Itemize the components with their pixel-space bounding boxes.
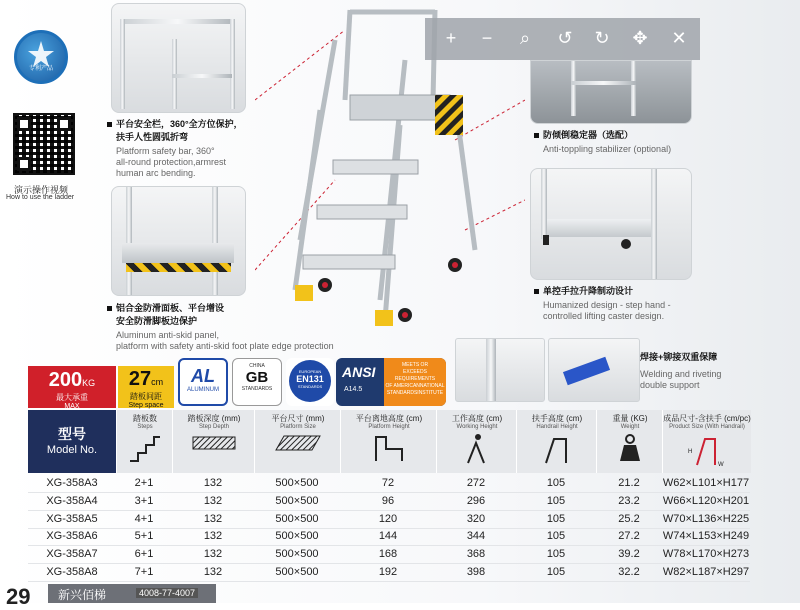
handrail-height-header	[516, 410, 597, 473]
welding-photo-1	[455, 338, 545, 402]
table-cell: 105	[546, 566, 566, 578]
table-cell: 368	[466, 548, 486, 561]
table-cell: 105	[546, 512, 566, 525]
qr-caption-cn: 演示操作视频	[14, 185, 69, 195]
move-icon: ✥	[632, 28, 648, 48]
weight-header	[596, 410, 663, 473]
max-load-unit: KG	[82, 378, 96, 388]
table-row	[28, 545, 750, 564]
platform-size-header-cn: 平台尺寸 (mm)	[271, 414, 325, 423]
table-cell: 500×500	[275, 548, 319, 561]
handrail-height-header-en: Handrail Height	[536, 424, 578, 430]
stabilizer-en: Anti-toppling stabilizer (optional)	[543, 144, 672, 154]
steps-header-en: Steps	[137, 424, 153, 430]
safety-bar-en-2: all-round protection,armrest	[116, 157, 227, 167]
aluminum-badge-small: ALUMINUM	[186, 387, 219, 393]
table-cell: 192	[378, 566, 398, 578]
safety-bar-en-3: human arc bending.	[116, 168, 196, 178]
table-cell: 500×500	[275, 477, 319, 489]
table-cell: XG-358A7	[46, 548, 98, 561]
safety-bar-photo	[111, 3, 246, 113]
product-size-header-cn: 成品尺寸-含扶手 (cm/pc)	[663, 414, 751, 423]
caster-cn: 单控手拉升降制动设计	[543, 286, 634, 296]
step-space-spec	[118, 366, 174, 408]
caster-note	[534, 284, 744, 322]
footer-brand: 新兴佰梯	[58, 588, 107, 602]
platform-height-icon	[372, 433, 406, 463]
table-cell: XG-358A3	[46, 477, 98, 489]
caster-photo	[530, 168, 692, 280]
plus-icon: +	[445, 28, 457, 48]
table-cell: W66×L120×H201	[662, 494, 750, 507]
table-cell: W62×L101×H177	[662, 477, 750, 489]
aluminum-badge	[178, 358, 228, 406]
table-cell: W70×L136×H225	[662, 512, 750, 525]
safety-bar-cn-2: 扶手人性圆弧折弯	[116, 132, 189, 142]
gb-badge-top: CHINA	[249, 363, 265, 369]
model-header-cn: 型号	[58, 426, 86, 442]
working-height-header-en: Working Height	[456, 424, 498, 430]
table-cell: 5+1	[134, 530, 154, 543]
ansi-badge-code: A14.5	[344, 386, 363, 393]
ansi-text-2: EXCEEDS	[403, 369, 427, 375]
panel-en-1: Aluminum anti-skid panel,	[116, 330, 220, 340]
table-cell: W82×L187×H297	[662, 566, 750, 578]
welding-note	[640, 350, 770, 391]
table-cell: 96	[381, 494, 395, 507]
table-cell: 132	[203, 512, 223, 525]
qr-code[interactable]	[13, 113, 75, 175]
ansi-text-5: STANDARDSINSTITUTE	[386, 390, 444, 396]
svg-text:W: W	[718, 462, 724, 467]
table-cell: 25.2	[618, 512, 640, 525]
zoom-out-button[interactable]	[475, 26, 499, 50]
table-cell: XG-358A5	[46, 512, 98, 525]
rotate-left-button[interactable]	[553, 26, 577, 50]
table-cell: 500×500	[275, 512, 319, 525]
product-size-header-en: Product Size (With Handrail)	[669, 424, 745, 430]
table-cell: 105	[546, 477, 566, 489]
table-cell: W74×L153×H249	[662, 530, 750, 543]
table-row	[28, 510, 750, 529]
steps-header-cn: 踏板数	[133, 414, 157, 423]
footer-phone: 4008-77-4007	[136, 588, 198, 598]
platform-height-header	[340, 410, 437, 473]
step-depth-header-en: Step Depth	[198, 424, 230, 430]
weight-header-cn: 重量 (KG)	[612, 414, 648, 423]
platform-height-header-cn: 平台离地高度 (cm)	[355, 414, 423, 423]
table-cell: 32.2	[618, 566, 640, 578]
step-space-value: 27	[128, 368, 152, 390]
step-depth-header-cn: 踏板深度 (mm)	[187, 414, 241, 423]
max-load-cn: 最大承重	[56, 393, 88, 402]
table-cell: 500×500	[275, 494, 319, 507]
stabilizer-photo	[530, 60, 692, 124]
weight-icon	[616, 433, 644, 463]
product-size-icon	[687, 433, 727, 467]
table-row	[28, 492, 750, 511]
table-row	[28, 474, 750, 493]
table-cell: 3+1	[134, 494, 154, 507]
spec-table-header	[28, 410, 750, 473]
table-cell: 168	[378, 548, 398, 561]
svg-text:H: H	[688, 449, 693, 455]
rotate-right-icon: ↻	[594, 28, 610, 48]
ansi-badge	[336, 358, 446, 406]
max-load-value: 200	[48, 369, 83, 391]
actual-size-button[interactable]	[513, 26, 537, 50]
caster-en-2: controlled lifting caster design.	[543, 311, 665, 321]
max-load-en: MAX	[64, 403, 80, 410]
move-button[interactable]	[628, 26, 652, 50]
logo-text: 专利产品	[28, 66, 53, 72]
panel-cn-1: 铝合金防滑面板、平台增设	[116, 303, 225, 313]
table-cell: 105	[546, 494, 566, 507]
platform-size-header-en: Platform Size	[280, 424, 316, 430]
table-cell: W78×L170×H273	[662, 548, 750, 561]
table-cell: 4+1	[134, 512, 154, 525]
stabilizer-cn: 防倾倒稳定器（选配）	[543, 130, 634, 140]
table-cell: 7+1	[134, 566, 154, 578]
platform-size-icon	[274, 433, 322, 453]
rotate-right-button[interactable]	[590, 26, 614, 50]
table-cell: XG-358A6	[46, 530, 98, 543]
table-cell: 27.2	[618, 530, 640, 543]
ansi-text-3: REQUIREMENTS	[394, 376, 436, 382]
welding-cn: 焊接+铆接双重保障	[640, 352, 718, 362]
table-cell: 2+1	[134, 477, 154, 489]
en131-badge	[286, 358, 334, 406]
panel-cn-2: 安全防滑脚板边保护	[116, 316, 198, 326]
table-cell: 296	[466, 494, 486, 507]
rotate-left-icon: ↺	[557, 28, 573, 48]
page-number: 29	[6, 584, 31, 609]
table-cell: 105	[546, 530, 566, 543]
stabilizer-note	[534, 128, 734, 155]
qr-caption-en: How to use the ladder	[6, 194, 75, 201]
table-cell: 272	[466, 477, 486, 489]
platform-size-header	[254, 410, 341, 473]
ansi-text-4: OF AMERICANNATIONAL	[385, 383, 445, 389]
en131-badge-top: EUROPEAN	[298, 369, 322, 374]
footer-bar	[48, 584, 216, 603]
weight-header-en: Weight	[620, 424, 640, 430]
table-cell: 21.2	[618, 477, 640, 489]
safety-bar-en-1: Platform safety bar, 360°	[116, 146, 215, 156]
step-depth-header	[172, 410, 255, 473]
table-cell: 39.2	[618, 548, 640, 561]
table-cell: 132	[203, 494, 223, 507]
step-space-cn: 踏板间距	[130, 392, 162, 401]
gb-badge-big: GB	[245, 369, 269, 386]
gb-badge-small: STANDARDS	[241, 386, 273, 392]
table-cell: 105	[546, 548, 566, 561]
handrail-height-header-cn: 扶手高度 (cm)	[531, 414, 583, 423]
table-cell: XG-358A8	[46, 566, 98, 578]
working-height-icon	[462, 433, 492, 465]
steps-header	[116, 410, 173, 473]
table-cell: 132	[203, 548, 223, 561]
table-cell: 132	[203, 477, 223, 489]
model-header	[28, 410, 116, 473]
table-cell: 398	[466, 566, 486, 578]
handrail-height-icon	[542, 433, 572, 465]
panel-en-2: platform with safety anti-skid foot plate edge protection	[116, 341, 334, 351]
table-cell: 132	[203, 566, 223, 578]
patent-logo	[14, 30, 68, 84]
table-cell: 500×500	[275, 566, 319, 578]
welding-en-1: Welding and riveting	[640, 369, 722, 379]
table-cell: 500×500	[275, 530, 319, 543]
close-button[interactable]	[667, 26, 691, 50]
close-icon: ✕	[671, 28, 687, 48]
product-size-header	[662, 410, 751, 473]
welding-en-2: double support	[640, 380, 700, 390]
minus-icon: −	[481, 28, 493, 48]
image-viewer-toolbar	[425, 18, 700, 60]
table-cell: XG-358A4	[46, 494, 98, 507]
platform-panel-photo	[111, 186, 246, 296]
table-cell: 23.2	[618, 494, 640, 507]
en131-badge-big: EN131	[296, 374, 324, 384]
table-cell: 144	[378, 530, 398, 543]
working-height-header	[436, 410, 517, 473]
caster-en-1: Humanized design - step hand -	[543, 300, 671, 310]
step-space-en: Step space	[128, 402, 164, 409]
table-cell: 6+1	[134, 548, 154, 561]
table-cell: 72	[381, 477, 395, 489]
zoom-in-button[interactable]	[439, 26, 463, 50]
table-row	[28, 527, 750, 546]
aluminum-badge-big: AL	[191, 366, 215, 386]
welding-photo-2	[548, 338, 640, 402]
table-row	[28, 563, 750, 582]
table-cell: 320	[466, 512, 486, 525]
gb-badge	[232, 358, 282, 406]
en131-badge-small: STANDARDS	[297, 384, 323, 389]
table-cell: 132	[203, 530, 223, 543]
ansi-text-1: MEETS OR	[401, 362, 429, 368]
max-load-spec	[28, 366, 116, 408]
step-space-unit: cm	[151, 377, 164, 387]
safety-bar-cn-1: 平台安全栏，360°全方位保护，	[116, 119, 243, 129]
table-cell: 344	[466, 530, 486, 543]
magnify-icon: ⌕	[519, 28, 531, 48]
ansi-badge-big: ANSI	[342, 364, 376, 380]
platform-height-header-en: Platform Height	[368, 424, 410, 430]
stairs-icon	[128, 433, 162, 463]
step-depth-icon	[191, 433, 237, 453]
star-icon	[17, 33, 65, 81]
table-cell: 120	[378, 512, 398, 525]
working-height-header-cn: 工作高度 (cm)	[451, 414, 503, 423]
model-header-en: Model No.	[46, 444, 98, 456]
